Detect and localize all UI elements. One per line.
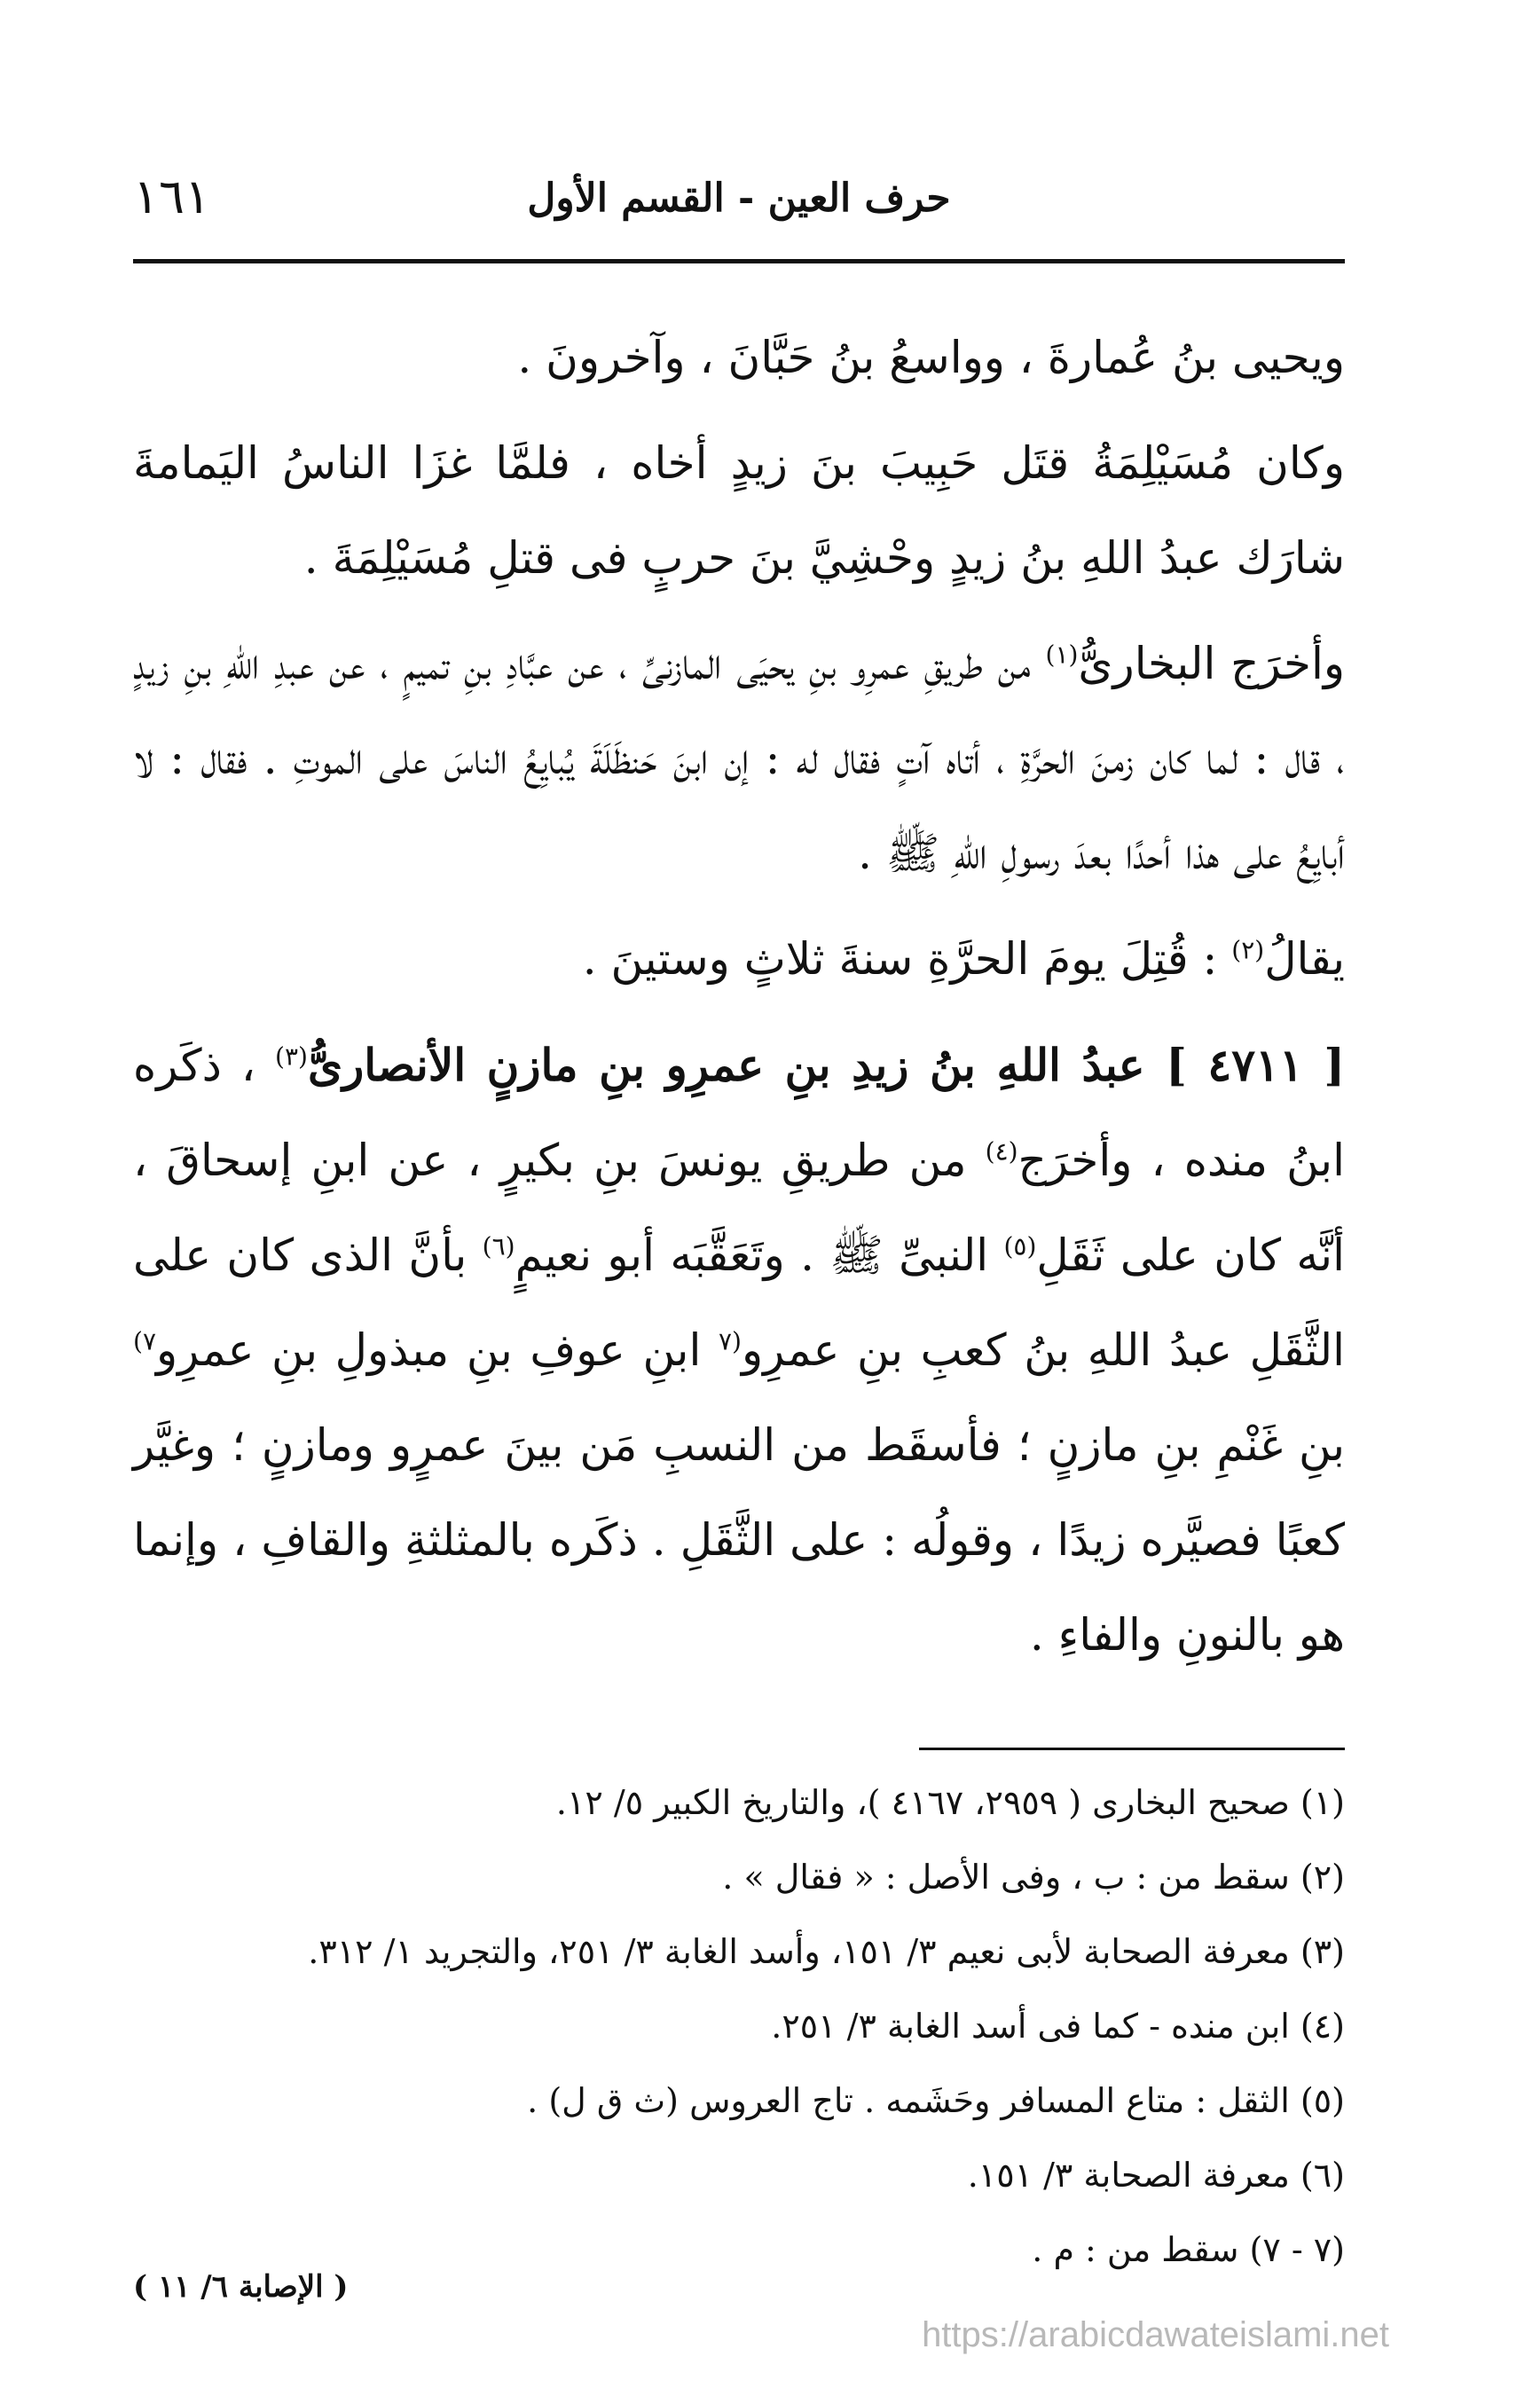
page-header: [133, 169, 1345, 266]
footnote-3: (٣) معرفة الصحابة لأبى نعيم ٣/ ١٥١، وأسد الغابة ٣/ ٢٥١، والتجريد ١/ ٣١٢.: [308, 1932, 1345, 1971]
paragraph-3: [133, 617, 1345, 901]
footnote-6: (٦) معرفة الصحابة ٣/ ١٥١.: [967, 2156, 1345, 2195]
footnote-ref-7-close: ٧): [133, 1326, 156, 1356]
footnote-ref-5: (٥): [1003, 1231, 1037, 1261]
running-head: حرف العين - القسم الأول: [527, 176, 951, 221]
footnote-1: (١) صحيح البخارى ( ٢٩٥٩، ٤١٦٧ )، والتاريخ الكبير ٥/ ١٢.: [555, 1783, 1345, 1822]
footnote-ref-2: (٢): [1231, 935, 1265, 965]
footnote-ref-4: (٤): [985, 1136, 1018, 1167]
paragraph-4-rest: : قُتِلَ يومَ الحرَّةِ سنةَ ثلاثٍ وستينَ .: [582, 933, 1232, 985]
entry-number: [ ٤٧١١ ]: [1166, 1039, 1346, 1091]
footnote-ref-3: (٣): [275, 1041, 308, 1072]
footnote-2: (٢) سقط من : ب ، وفى الأصل : « فقال » .: [722, 1858, 1345, 1897]
footnote-ref-6: (٦): [482, 1231, 515, 1261]
paragraph-3-start: وأخرَج البخارىُّ: [1078, 638, 1345, 689]
paragraph-2: وكان مُسَيْلِمَةُ قتَل حَبِيبَ بنَ زيدٍ أخاه ، فلمَّا غزَا الناسُ اليَمامةَ شارَك عبدُ اللهِ بنُ زيدٍ وحْشِيَّ بنَ حربٍ فى قتلِ مُسَيْلِمَةَ .: [133, 437, 1345, 584]
entry-text-3: النبىِّ ﷺ . وتَعَقَّبَه أبو نعيمٍ: [515, 1229, 1004, 1281]
volume-signature: ( الإصابة ٦/ ١١ ): [133, 2269, 349, 2305]
footnotes: [133, 1765, 1345, 2287]
entry-text-2: من طريقِ يونسَ بنِ بكيرٍ ، عن ابنِ إسحاقَ ، أنَّه كان على ثَقَلِ: [133, 1135, 1345, 1281]
paragraph-4-start: يقالُ: [1264, 933, 1345, 985]
watermark: https://arabicdawateislami.net: [922, 2315, 1389, 2354]
entry-text-1: ، ذكَره ابنُ منده ، وأخرَج: [133, 1040, 1345, 1186]
entry-name: عبدُ اللهِ بنُ زيدِ بنِ عمرِو بنِ مازنٍ الأنصارىُّ: [307, 1039, 1167, 1091]
paragraph-3-rest: من طريقِ عمرِو بنِ يحيَى المازنىِّ ، عن عبَّادِ بنِ تميمٍ ، عن عبدِ اللهِ بنِ زيدٍ ، قال : لما كان زمنَ الحرَّةِ ، أتاه آتٍ فقال له : إن ابنَ حَنظَلَةَ يُبايِعُ الناسَ على الموتِ . فقال : لا أبايِعُ على هذا أحدًا بعدَ رسولِ اللهِ ﷺ .: [133, 638, 1345, 879]
paragraph-1: ويحيى بنُ عُمارةَ ، وواسعُ بنُ حَبَّانَ ، وآخرونَ .: [517, 332, 1345, 383]
footnote-ref-7-open: (٧: [718, 1326, 742, 1356]
footnote-ref-1: (١): [1045, 640, 1079, 670]
paragraph-4: [133, 912, 1345, 1007]
entry-text-4: بأنَّ الذى كان على الثَّقَلِ عبدُ اللهِ بنُ كعبِ بنِ عمرِو: [133, 1229, 1345, 1376]
entry-paragraph: [133, 1017, 1345, 1683]
footnote-rule: [919, 1748, 1345, 1750]
main-text: [133, 310, 1345, 1683]
header-rule: [133, 259, 1345, 263]
entry-text-6: بنِ غَنْمِ بنِ مازنٍ ؛ فأسقَط من النسبِ مَن بينَ عمرٍو ومازنٍ ؛ وغيَّر كعبًا فصيَّره زيدًا ، وقولُه : على الثَّقَلِ . ذكَره بالمثلثةِ والقافِ ، وإنما هو بالنونِ والفاءِ .: [133, 1419, 1345, 1661]
page-number: ١٦١: [133, 169, 211, 224]
footnote-4: (٤) ابن منده - كما فى أسد الغابة ٣/ ٢٥١.: [771, 2007, 1345, 2046]
entry-text-5: ابنِ عوفِ بنِ مبذولِ بنِ عمرِو: [155, 1324, 719, 1376]
footnote-7: (٧ - ٧) سقط من : م .: [1032, 2230, 1345, 2269]
footnote-5: (٥) الثقل : متاع المسافر وحَشَمه . تاج العروس (ث ق ل) .: [527, 2081, 1345, 2120]
